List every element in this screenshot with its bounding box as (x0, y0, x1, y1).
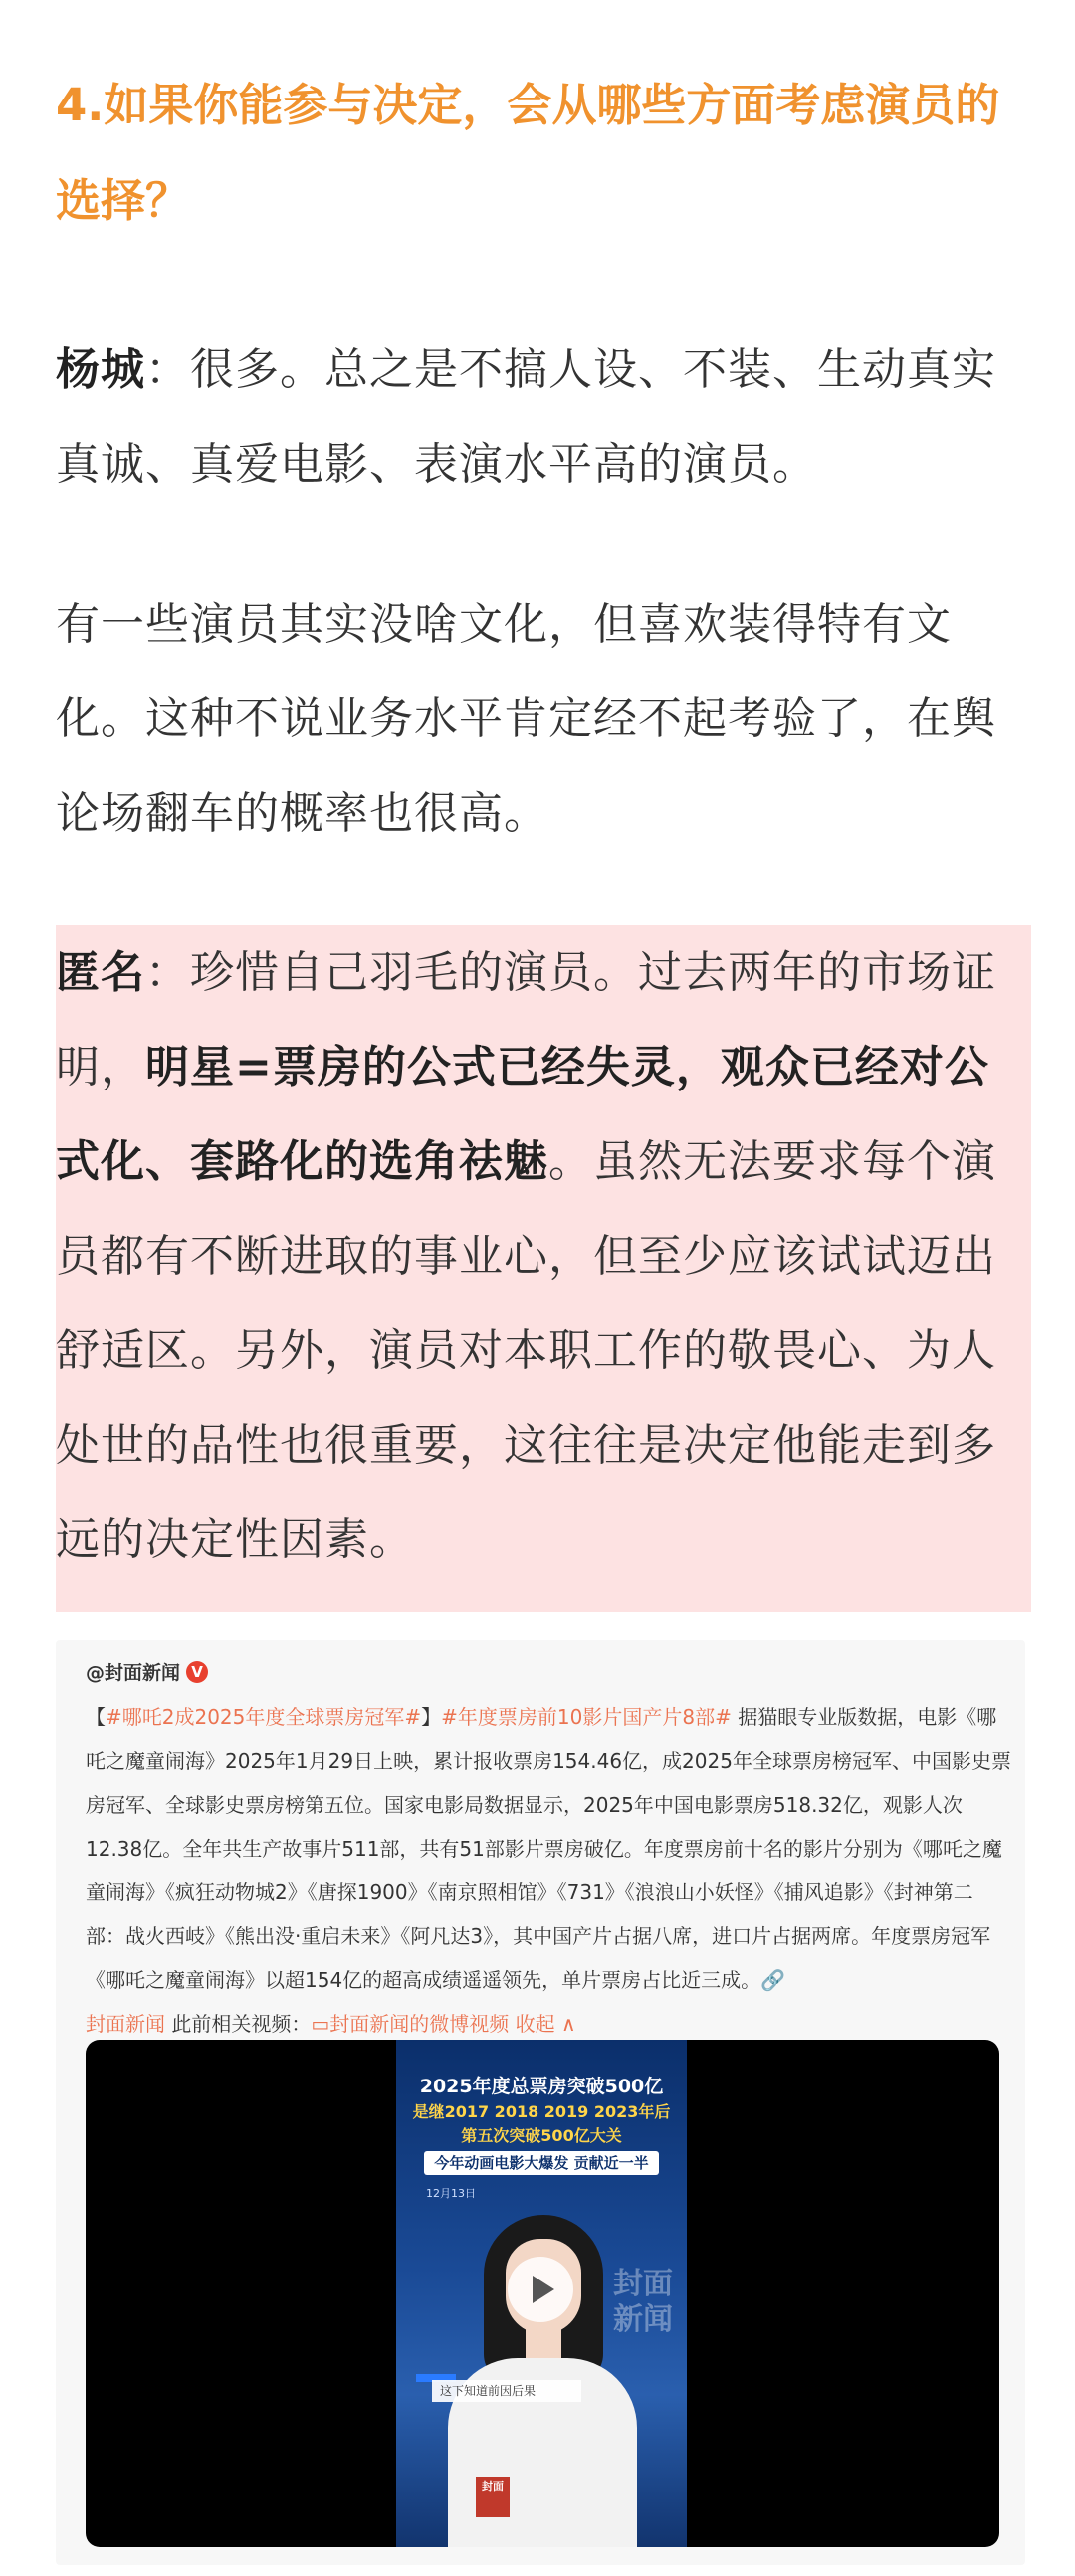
chevron-up-icon[interactable]: ∧ (554, 2012, 576, 2036)
video-caption: 这下知道前因后果 (432, 2380, 581, 2402)
video-player[interactable] (86, 2040, 999, 2547)
bold-emphasis: 明星=票房的公式已经失灵，观众已经对公式化、套路化的选角祛魅 (56, 1042, 989, 1187)
answer-paragraph-anonymous (56, 925, 1031, 1587)
video-thumbnail[interactable] (396, 2040, 687, 2547)
play-icon[interactable] (508, 2257, 573, 2322)
answer-text: 。虽然无法要求每个演员都有不断进取的事业心，但至少应该试试迈出舒适区。另外，演员对本职工作的敬畏心、为人处世的品性也很重要，这往往是决定他能走到多远的决定性因素。 (56, 1136, 996, 1565)
bracket: 【 (86, 1705, 106, 1729)
speaker-name: 杨城 (56, 344, 145, 395)
answer-text: ：很多。总之是不搞人设、不装、生动真实真诚、真爱电影、表演水平高的演员。 (56, 344, 996, 490)
video-subline: 第五次突破500亿大关 (461, 2126, 622, 2145)
answer-paragraph-yangcheng (56, 322, 1031, 511)
bracket: 】 (421, 1705, 442, 1729)
related-label: 此前相关视频： (165, 2012, 312, 2036)
video-date: 12月13日 (426, 2187, 476, 2200)
post-body (86, 1695, 1011, 2046)
verified-badge-icon: V (186, 1661, 208, 1683)
embedded-weibo-card (56, 1640, 1025, 2565)
post-author[interactable] (86, 1658, 208, 1684)
video-headline: 2025年度总票房突破500亿 (419, 2076, 664, 2097)
answer-text: ：珍惜自己羽毛的演员。过去两年的市场证明， (56, 947, 996, 1092)
post-text: 据猫眼专业版数据，电影《哪吒之魔童闹海》2025年1月29日上映，累计报收票房154.46亿，成2025年全球票房榜冠军、中国影史票房冠军、全球影史票房榜第五位。国家电影局数据显示，2025年中国电影票房518.32亿，观影人次12.38亿。全年共生产故事片511部，共有51部影片票房破亿。年度票房前十名的影片分别为《哪吒之魔童闹海》《疯狂动物城2》《唐探1900》《南京照相馆》《731》《浪浪山小妖怪》《捕风追影》《封神第二部：战火西岐》《熊出没·重启未来》《阿凡达3》，其中国产片占据八席，进口片占据两席。年度票房冠军《哪吒之魔童闹海》以超154亿的超高成绩遥遥领先，单片票房占比近三成。 (86, 1705, 1011, 1992)
speaker-name: 匿名 (56, 947, 145, 998)
answer-paragraph-continued (56, 577, 1031, 861)
hashtag-link[interactable]: #哪吒2成2025年度全球票房冠军# (106, 1705, 422, 1729)
hashtag-link[interactable]: #年度票房前10影片国产片8部# (441, 1705, 732, 1729)
video-subline: 是继2017 2018 2019 2023年后 (412, 2102, 671, 2121)
channel-watermark: 封面 新闻 (613, 2267, 673, 2337)
question-heading: 4.如果你能参与决定，会从哪些方面考虑演员的选择？ (56, 79, 1000, 227)
video-banner: 今年动画电影大爆发 贡献近一半 (424, 2151, 659, 2175)
link-icon[interactable]: 🔗 (760, 1968, 786, 1992)
video-link-icon[interactable]: ▭ (311, 2012, 330, 2036)
video-link[interactable]: 封面新闻的微博视频 (329, 2012, 510, 2036)
author-name[interactable]: @封面新闻 (86, 1662, 181, 1684)
channel-logo: 封面 (476, 2477, 510, 2517)
answer-text: 有一些演员其实没啥文化，但喜欢装得特有文化。这种不说业务水平肯定经不起考验了，在舆论场翻车的概率也很高。 (56, 599, 996, 839)
collapse-button[interactable]: 收起 (515, 2012, 555, 2036)
source-link[interactable]: 封面新闻 (86, 2012, 165, 2036)
